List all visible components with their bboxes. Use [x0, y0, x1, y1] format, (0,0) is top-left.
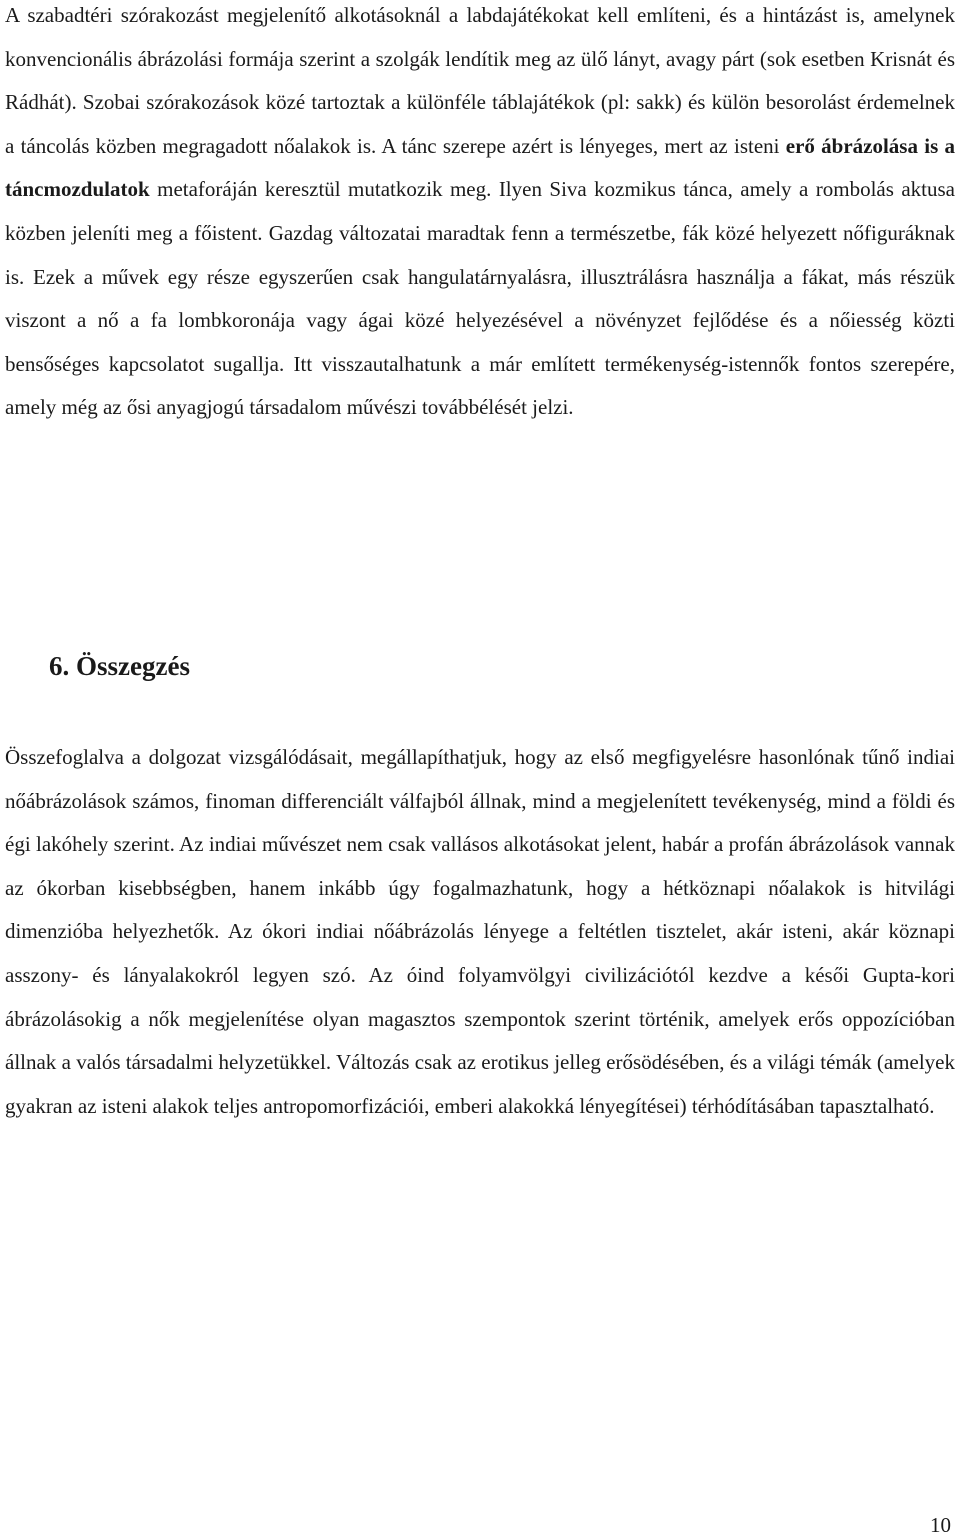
body-paragraph-2: Összefoglalva a dolgozat vizsgálódásait, megállapíthatjuk, hogy az első megfigyelésre hasonlónak tűnő indiai nőábrázolások számos, finoman differenciált válfajból állnak, mind a megjelenített tevékenység, mind a földi és égi lakóhely szerint. Az indiai művészet nem csak vallásos alkotásokat jelent, habár a profán ábrázolások vannak az ókorban kisebbségben, hanem inkább úgy fogalmazhatunk, hogy a hétköznapi nőalakok is hitvilági dimenzióba helyezhetők. Az ókori indiai nőábrázolás lényege a feltétlen tisztelet, akár isteni, akár köznapi asszony- és lányalakokról legyen szó. Az óind folyamvölgyi civilizációtól kezdve a késői Gupta-kori ábrázolásokig a nők megjelenítése olyan magasztos szempontok szerint történik, amelyek erős oppozícióban állnak a valós társadalmi helyzetükkel. Változás csak az erotikus jelleg erősödésében, és a világi témák (amelyek gyakran az isteni alakok teljes antropomorfizációi, emberi alakokká lényegítései) térhódításában tapasztalható. — [5, 745, 955, 1118]
section-heading: 6. Összegzés — [49, 651, 190, 681]
page-number: 10 — [930, 1513, 951, 1537]
paragraph-1-bold-phrase: erő ábrázolása is a táncmozdulatok — [5, 133, 955, 202]
body-paragraph-1 — [5, 0, 955, 430]
paragraph-1-text-end: metaforáján keresztül mutatkozik meg. Ilyen Siva kozmikus tánca, amely a rombolás aktusa közben jeleníti meg a főistent. Gazdag változatai maradtak fenn a természetbe, fák közé helyezett nőfiguráknak is. Ezek a művek egy része egyszerűen csak hangulatárnyalásra, illusztrálásra használja a fákat, más részük viszont a nő a fa lombkoronája vagy ágai közé helyezésével a növényzet fejlődése és a nőiesség közti bensőséges kapcsolatot sugallja. Itt visszautalhatunk a már említett termékenység-istennők fontos szerepére, amely még az ősi anyagjogú társadalom művészi továbbélését jelzi. — [5, 177, 955, 420]
document-page — [5, 0, 955, 1537]
paragraph-1-text-start: A szabadtéri szórakozást megjelenítő alkotásoknál a labdajátékokat kell említeni, és a hintázást is, amelynek konvencionális ábrázolási formája szerint a szolgák lendítik meg az ülő lányt, avagy párt (sok esetben Krisnát és Rádhát). Szobai szórakozások közé tartoztak a különféle táblajátékok (pl: sakk) és külön besorolást érdemelnek a táncolás közben megragadott nőalakok is. A tánc szerepe azért is lényeges, mert az isteni — [5, 3, 955, 158]
